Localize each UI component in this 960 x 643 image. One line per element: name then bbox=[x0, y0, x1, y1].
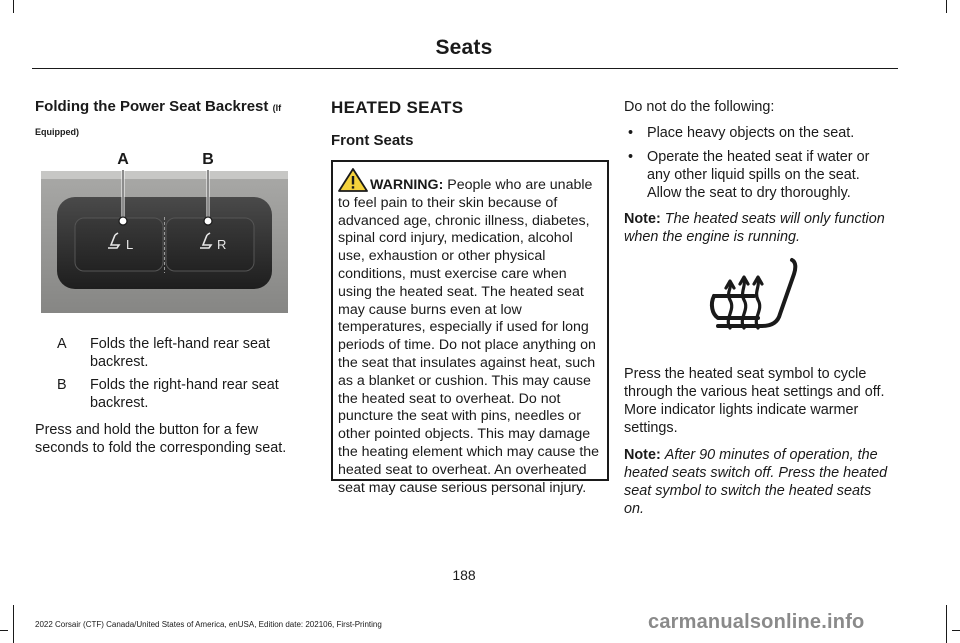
right-button-text: R bbox=[217, 237, 227, 252]
section-heated-seats bbox=[331, 99, 599, 150]
note-text: After 90 minutes of operation, the heated seats switch off. Press the heated seat symbol to switch the heated seats on. bbox=[624, 447, 888, 517]
crop-mark-top-left bbox=[13, 0, 14, 13]
heated-seat-icon bbox=[700, 252, 800, 332]
site-watermark: carmanualsonline.info bbox=[648, 611, 865, 633]
note-engine-running bbox=[624, 210, 894, 246]
list-item: • Operate the heated seat if water or any other liquid spills on the seat. Allow the seat to dry thoroughly. bbox=[624, 148, 894, 202]
heated-seat-instructions bbox=[624, 98, 894, 246]
section-folding-power-seat bbox=[35, 98, 307, 141]
cycle-instruction-paragraph: Press the heated seat symbol to cycle through the various heat settings and off. More indicator lights indicate warmer settings. bbox=[624, 366, 885, 436]
callout-key: B bbox=[57, 377, 67, 393]
callout-list bbox=[35, 335, 307, 457]
warning-box bbox=[331, 160, 609, 496]
subsection-title: Front Seats bbox=[331, 132, 414, 149]
note-label: Note: bbox=[624, 447, 661, 463]
section-heading: Folding the Power Seat Backrest (If bbox=[35, 98, 282, 115]
fold-instruction-paragraph: Press and hold the button for a few seconds to fold the corresponding seat. bbox=[35, 422, 287, 456]
warning-triangle-icon bbox=[338, 168, 368, 192]
page-header-title: Seats bbox=[435, 36, 493, 59]
edition-footer: 2022 Corsair (CTF) Canada/United States of America, enUSA, Edition date: 202106, First-Printing bbox=[35, 620, 382, 629]
callout-row-b bbox=[35, 376, 307, 412]
header-rule bbox=[32, 68, 898, 69]
crop-mark-bottom-right bbox=[946, 605, 947, 643]
callout-label-a: A bbox=[117, 151, 129, 168]
page-number: 188 bbox=[452, 567, 476, 583]
note-text: The heated seats will only function when the engine is running. bbox=[624, 211, 885, 245]
left-button-text: L bbox=[126, 237, 134, 252]
note-auto-off bbox=[624, 446, 894, 518]
callout-key: A bbox=[57, 336, 67, 352]
list-item: • Place heavy objects on the seat. bbox=[624, 124, 894, 142]
crop-mark-bottom-left-h bbox=[0, 630, 8, 631]
seat-fold-switch-illustration bbox=[35, 143, 307, 319]
section-title: HEATED SEATS bbox=[331, 98, 464, 117]
callout-description: Folds the left-hand rear seat backrest. bbox=[90, 336, 270, 370]
crop-mark-top-right bbox=[946, 0, 947, 13]
callout-description: Folds the right-hand rear seat backrest. bbox=[90, 377, 279, 411]
warning-text: People who are unable to feel pain to their skin because of advanced age, chronic illness, diabetes, spinal cord injury, medication, alcohol use, exhaustion or other physical conditions, must exercise care when using the heated seat. The heated seat may cause burns even at low temperatures, especially if used for long periods of time. Do not place anything on the seat that insulates against heat, such as a blanket or cushion. This may cause the heated seat to overheat. Do not puncture the seat with pins, needles or other pointed objects. This may damage the heating element which may cause the heated seat to overheat. An overheated seat may cause serious personal injury. bbox=[338, 177, 600, 496]
warning-label: WARNING: bbox=[370, 177, 444, 193]
callout-row-a bbox=[35, 335, 307, 371]
callout-label-b: B bbox=[202, 151, 214, 168]
do-not-list bbox=[624, 124, 894, 202]
note-label: Note: bbox=[624, 211, 661, 227]
crop-mark-bottom-right-h bbox=[952, 630, 960, 631]
rear-seat-fold-buttons-figure bbox=[35, 143, 307, 319]
crop-mark-bottom-left bbox=[13, 605, 14, 643]
do-not-intro: Do not do the following: bbox=[624, 99, 775, 115]
section-heading-qualifier: Equipped) bbox=[35, 127, 79, 137]
heated-seat-operation bbox=[624, 365, 894, 518]
